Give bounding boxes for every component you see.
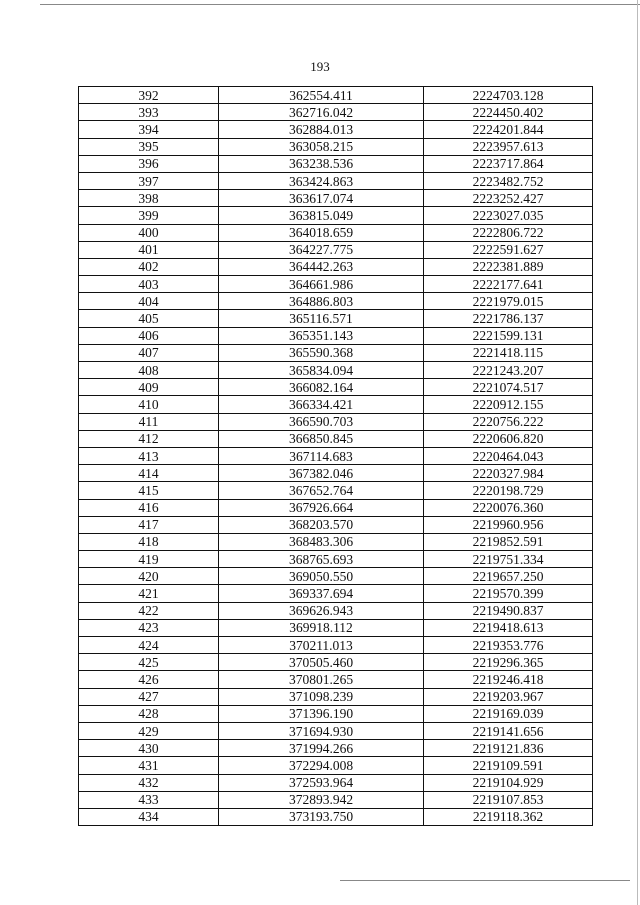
table-row xyxy=(79,688,593,705)
x-coordinate-cell: 371396.190 xyxy=(219,705,424,722)
y-coordinate-cell: 2219107.853 xyxy=(424,791,593,808)
table-row xyxy=(79,224,593,241)
point-number-cell: 404 xyxy=(79,293,219,310)
y-coordinate-cell: 2220912.155 xyxy=(424,396,593,413)
y-coordinate-cell: 2220076.360 xyxy=(424,499,593,516)
table-row xyxy=(79,430,593,447)
point-number-cell: 430 xyxy=(79,740,219,757)
table-row xyxy=(79,602,593,619)
x-coordinate-cell: 365834.094 xyxy=(219,362,424,379)
point-number-cell: 426 xyxy=(79,671,219,688)
point-number-cell: 422 xyxy=(79,602,219,619)
point-number-cell: 409 xyxy=(79,379,219,396)
y-coordinate-cell: 2221074.517 xyxy=(424,379,593,396)
point-number-cell: 398 xyxy=(79,190,219,207)
table-row xyxy=(79,654,593,671)
x-coordinate-cell: 364018.659 xyxy=(219,224,424,241)
y-coordinate-cell: 2224703.128 xyxy=(424,87,593,104)
x-coordinate-cell: 372294.008 xyxy=(219,757,424,774)
table-row xyxy=(79,619,593,636)
scan-edge-right xyxy=(637,0,638,905)
y-coordinate-cell: 2221418.115 xyxy=(424,344,593,361)
y-coordinate-cell: 2221599.131 xyxy=(424,327,593,344)
point-number-cell: 397 xyxy=(79,172,219,189)
table-row xyxy=(79,499,593,516)
table-row xyxy=(79,568,593,585)
y-coordinate-cell: 2220606.820 xyxy=(424,430,593,447)
x-coordinate-cell: 364886.803 xyxy=(219,293,424,310)
x-coordinate-cell: 366334.421 xyxy=(219,396,424,413)
point-number-cell: 424 xyxy=(79,637,219,654)
point-number-cell: 396 xyxy=(79,155,219,172)
table-row xyxy=(79,121,593,138)
point-number-cell: 413 xyxy=(79,447,219,464)
table-row xyxy=(79,190,593,207)
y-coordinate-cell: 2223252.427 xyxy=(424,190,593,207)
scan-edge-top xyxy=(40,4,640,5)
y-coordinate-cell: 2221786.137 xyxy=(424,310,593,327)
x-coordinate-cell: 367114.683 xyxy=(219,447,424,464)
x-coordinate-cell: 364442.263 xyxy=(219,258,424,275)
x-coordinate-cell: 363424.863 xyxy=(219,172,424,189)
table-row xyxy=(79,241,593,258)
table-row xyxy=(79,533,593,550)
x-coordinate-cell: 371098.239 xyxy=(219,688,424,705)
y-coordinate-cell: 2220756.222 xyxy=(424,413,593,430)
x-coordinate-cell: 369050.550 xyxy=(219,568,424,585)
x-coordinate-cell: 371994.266 xyxy=(219,740,424,757)
y-coordinate-cell: 2221979.015 xyxy=(424,293,593,310)
table-row xyxy=(79,465,593,482)
point-number-cell: 411 xyxy=(79,413,219,430)
point-number-cell: 421 xyxy=(79,585,219,602)
x-coordinate-cell: 369918.112 xyxy=(219,619,424,636)
y-coordinate-cell: 2219852.591 xyxy=(424,533,593,550)
point-number-cell: 418 xyxy=(79,533,219,550)
table-row xyxy=(79,722,593,739)
x-coordinate-cell: 367926.664 xyxy=(219,499,424,516)
table-row xyxy=(79,293,593,310)
x-coordinate-cell: 369626.943 xyxy=(219,602,424,619)
x-coordinate-cell: 363617.074 xyxy=(219,190,424,207)
x-coordinate-cell: 364227.775 xyxy=(219,241,424,258)
y-coordinate-cell: 2222806.722 xyxy=(424,224,593,241)
table-row xyxy=(79,585,593,602)
y-coordinate-cell: 2224201.844 xyxy=(424,121,593,138)
point-number-cell: 405 xyxy=(79,310,219,327)
y-coordinate-cell: 2219121.836 xyxy=(424,740,593,757)
table-row xyxy=(79,551,593,568)
y-coordinate-cell: 2222381.889 xyxy=(424,258,593,275)
y-coordinate-cell: 2219141.656 xyxy=(424,722,593,739)
x-coordinate-cell: 370801.265 xyxy=(219,671,424,688)
x-coordinate-cell: 366590.703 xyxy=(219,413,424,430)
point-number-cell: 419 xyxy=(79,551,219,568)
y-coordinate-cell: 2219353.776 xyxy=(424,637,593,654)
y-coordinate-cell: 2221243.207 xyxy=(424,362,593,379)
point-number-cell: 402 xyxy=(79,258,219,275)
table-row xyxy=(79,172,593,189)
x-coordinate-cell: 363058.215 xyxy=(219,138,424,155)
point-number-cell: 406 xyxy=(79,327,219,344)
table-row xyxy=(79,138,593,155)
point-number-cell: 408 xyxy=(79,362,219,379)
y-coordinate-cell: 2223957.613 xyxy=(424,138,593,155)
point-number-cell: 417 xyxy=(79,516,219,533)
y-coordinate-cell: 2219203.967 xyxy=(424,688,593,705)
point-number-cell: 431 xyxy=(79,757,219,774)
x-coordinate-cell: 365116.571 xyxy=(219,310,424,327)
y-coordinate-cell: 2220464.043 xyxy=(424,447,593,464)
x-coordinate-cell: 372893.942 xyxy=(219,791,424,808)
table-row xyxy=(79,396,593,413)
table-row xyxy=(79,87,593,104)
table-row xyxy=(79,258,593,275)
x-coordinate-cell: 367652.764 xyxy=(219,482,424,499)
x-coordinate-cell: 368765.693 xyxy=(219,551,424,568)
x-coordinate-cell: 368203.570 xyxy=(219,516,424,533)
table-row xyxy=(79,774,593,791)
x-coordinate-cell: 362554.411 xyxy=(219,87,424,104)
y-coordinate-cell: 2222177.641 xyxy=(424,276,593,293)
x-coordinate-cell: 366850.845 xyxy=(219,430,424,447)
y-coordinate-cell: 2219960.956 xyxy=(424,516,593,533)
point-number-cell: 429 xyxy=(79,722,219,739)
y-coordinate-cell: 2219570.399 xyxy=(424,585,593,602)
x-coordinate-cell: 370505.460 xyxy=(219,654,424,671)
point-number-cell: 416 xyxy=(79,499,219,516)
x-coordinate-cell: 363815.049 xyxy=(219,207,424,224)
table-row xyxy=(79,276,593,293)
table-row xyxy=(79,447,593,464)
point-number-cell: 420 xyxy=(79,568,219,585)
y-coordinate-cell: 2223717.864 xyxy=(424,155,593,172)
table-row xyxy=(79,344,593,361)
y-coordinate-cell: 2219296.365 xyxy=(424,654,593,671)
x-coordinate-cell: 362884.013 xyxy=(219,121,424,138)
y-coordinate-cell: 2219169.039 xyxy=(424,705,593,722)
x-coordinate-cell: 362716.042 xyxy=(219,104,424,121)
y-coordinate-cell: 2219751.334 xyxy=(424,551,593,568)
x-coordinate-cell: 371694.930 xyxy=(219,722,424,739)
coordinates-table xyxy=(78,86,593,826)
y-coordinate-cell: 2219109.591 xyxy=(424,757,593,774)
point-number-cell: 395 xyxy=(79,138,219,155)
table-row xyxy=(79,516,593,533)
point-number-cell: 423 xyxy=(79,619,219,636)
y-coordinate-cell: 2223027.035 xyxy=(424,207,593,224)
point-number-cell: 394 xyxy=(79,121,219,138)
x-coordinate-cell: 370211.013 xyxy=(219,637,424,654)
x-coordinate-cell: 369337.694 xyxy=(219,585,424,602)
point-number-cell: 399 xyxy=(79,207,219,224)
table-row xyxy=(79,327,593,344)
table-row xyxy=(79,155,593,172)
x-coordinate-cell: 365351.143 xyxy=(219,327,424,344)
point-number-cell: 434 xyxy=(79,808,219,825)
table-row xyxy=(79,362,593,379)
y-coordinate-cell: 2219657.250 xyxy=(424,568,593,585)
y-coordinate-cell: 2223482.752 xyxy=(424,172,593,189)
y-coordinate-cell: 2219490.837 xyxy=(424,602,593,619)
point-number-cell: 425 xyxy=(79,654,219,671)
point-number-cell: 412 xyxy=(79,430,219,447)
table-row xyxy=(79,791,593,808)
point-number-cell: 407 xyxy=(79,344,219,361)
y-coordinate-cell: 2224450.402 xyxy=(424,104,593,121)
x-coordinate-cell: 367382.046 xyxy=(219,465,424,482)
point-number-cell: 428 xyxy=(79,705,219,722)
table-row xyxy=(79,379,593,396)
table-row xyxy=(79,705,593,722)
y-coordinate-cell: 2220198.729 xyxy=(424,482,593,499)
x-coordinate-cell: 373193.750 xyxy=(219,808,424,825)
table-row xyxy=(79,671,593,688)
table-row xyxy=(79,482,593,499)
coordinates-table-body xyxy=(79,87,593,826)
point-number-cell: 393 xyxy=(79,104,219,121)
y-coordinate-cell: 2219418.613 xyxy=(424,619,593,636)
x-coordinate-cell: 368483.306 xyxy=(219,533,424,550)
scan-edge-bottom xyxy=(340,880,630,881)
table-row xyxy=(79,637,593,654)
y-coordinate-cell: 2219118.362 xyxy=(424,808,593,825)
point-number-cell: 401 xyxy=(79,241,219,258)
point-number-cell: 415 xyxy=(79,482,219,499)
table-row xyxy=(79,808,593,825)
table-row xyxy=(79,757,593,774)
point-number-cell: 400 xyxy=(79,224,219,241)
y-coordinate-cell: 2219104.929 xyxy=(424,774,593,791)
point-number-cell: 403 xyxy=(79,276,219,293)
y-coordinate-cell: 2222591.627 xyxy=(424,241,593,258)
point-number-cell: 433 xyxy=(79,791,219,808)
y-coordinate-cell: 2220327.984 xyxy=(424,465,593,482)
x-coordinate-cell: 365590.368 xyxy=(219,344,424,361)
table-row xyxy=(79,207,593,224)
y-coordinate-cell: 2219246.418 xyxy=(424,671,593,688)
page-number: 193 xyxy=(310,59,330,74)
x-coordinate-cell: 364661.986 xyxy=(219,276,424,293)
x-coordinate-cell: 363238.536 xyxy=(219,155,424,172)
point-number-cell: 432 xyxy=(79,774,219,791)
point-number-cell: 392 xyxy=(79,87,219,104)
table-row xyxy=(79,104,593,121)
table-row xyxy=(79,740,593,757)
point-number-cell: 414 xyxy=(79,465,219,482)
table-row xyxy=(79,413,593,430)
table-row xyxy=(79,310,593,327)
point-number-cell: 427 xyxy=(79,688,219,705)
x-coordinate-cell: 366082.164 xyxy=(219,379,424,396)
x-coordinate-cell: 372593.964 xyxy=(219,774,424,791)
point-number-cell: 410 xyxy=(79,396,219,413)
